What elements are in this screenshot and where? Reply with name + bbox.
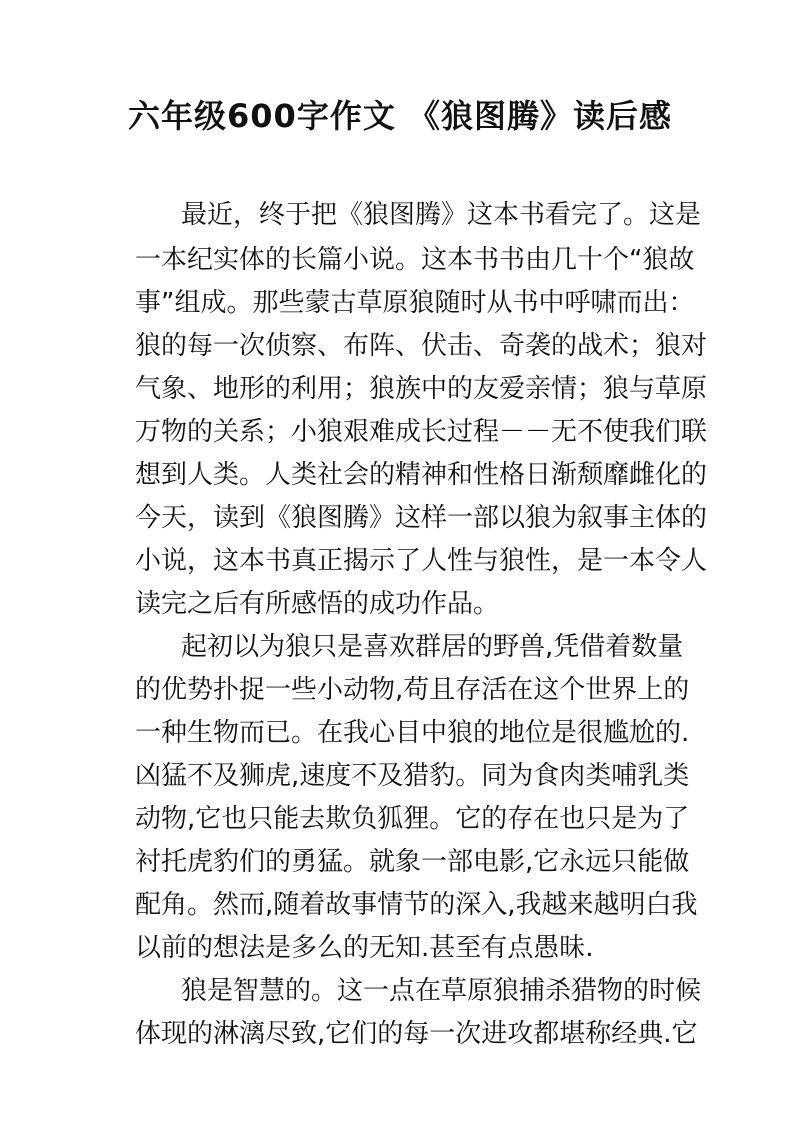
paragraph-line: 读完之后有所感悟的成功作品。 [135, 589, 500, 619]
paragraph-line: 的优势扑捉一些小动物,苟且存活在这个世界上的 [135, 675, 690, 705]
paragraph-line: 配角。然而,随着故事情节的深入,我越来越明白我 [135, 890, 698, 920]
paragraph-line: 以前的想法是多么的无知.甚至有点愚昧. [135, 933, 594, 963]
paragraph-line: 想到人类。人类社会的精神和性格日渐颓靡雌化的 [135, 460, 708, 490]
paragraph-line: 最近，终于把《狼图腾》这本书看完了。这是 [181, 200, 702, 230]
paragraph-line: 一本纪实体的长篇小说。这本书书由几十个“狼故 [135, 245, 695, 275]
document-title: 六年级600字作文 《狼图腾》读后感 [128, 97, 672, 135]
paragraph-line: 今天，读到《狼图腾》这样一部以狼为叙事主体的 [135, 503, 708, 533]
paragraph-line: 一种生物而已。在我心目中狼的地位是很尴尬的. [135, 718, 690, 748]
paragraph-line: 起初以为狼只是喜欢群居的野兽,凭借着数量 [181, 632, 684, 662]
paragraph-line: 万物的关系；小狼艰难成长过程－－无不使我们联 [135, 417, 708, 447]
paragraph-line: 事”组成。那些蒙古草原狼随时从书中呼啸而出： [135, 288, 695, 318]
paragraph-line: 动物,它也只能去欺负狐狸。它的存在也只是为了 [135, 804, 690, 834]
paragraph-line: 衬托虎豹们的勇猛。就象一部电影,它永远只能做 [135, 847, 690, 877]
paragraph-line: 气象、地形的利用；狼族中的友爱亲情；狼与草原 [135, 374, 708, 404]
paragraph-line: 凶猛不及狮虎,速度不及猎豹。同为食肉类哺乳类 [135, 761, 690, 791]
paragraph-line: 狼是智慧的。这一点在草原狼捕杀猎物的时候 [181, 976, 702, 1006]
paragraph-line: 体现的淋漓尽致,它们的每一次进攻都堪称经典.它 [135, 1019, 698, 1049]
paragraph-line: 小说，这本书真正揭示了人性与狼性，是一本令人 [135, 546, 708, 576]
paragraph-line: 狼的每一次侦察、布阵、伏击、奇袭的战术；狼对 [135, 331, 708, 361]
